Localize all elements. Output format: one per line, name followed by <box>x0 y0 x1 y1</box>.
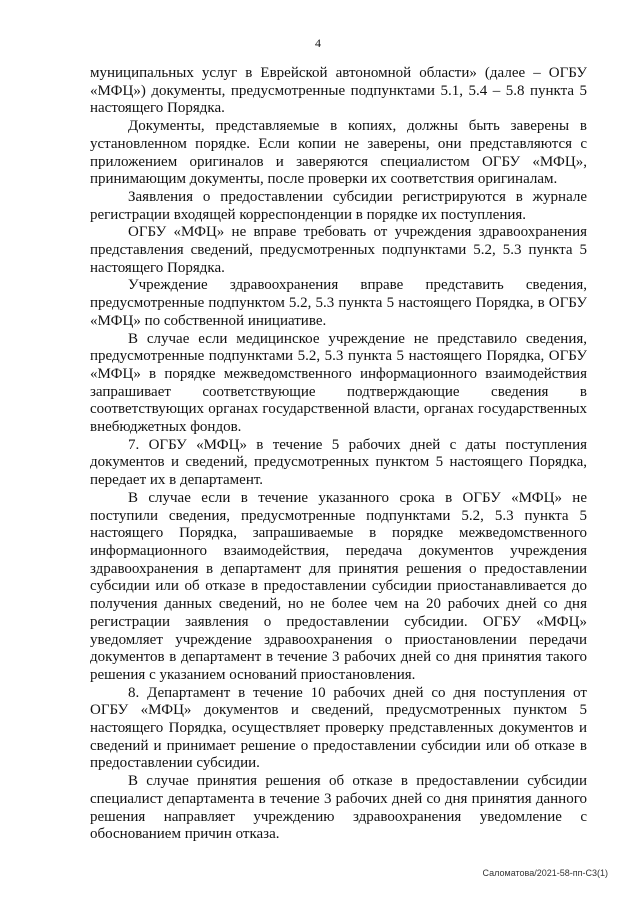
paragraph-refusal-notice: В случае принятия решения об отказе в предоставлении субсидии специалист департамента в течение 3 рабочих дней со дня принятия данного решения направляет учреждению здравоохранения уведомление с обоснованием причин отказа. <box>90 773 587 843</box>
footer-document-code: Саломатова/2021-58-пп-С3(1) <box>482 868 608 878</box>
paragraph-registration: Заявления о предоставлении субсидии регистрируются в журнале регистрации входящей корреспонденции в порядке их поступления. <box>90 188 587 223</box>
paragraph-item-7: 7. ОГБУ «МФЦ» в течение 5 рабочих дней с даты поступления документов и сведений, предусмотренных пунктом 5 настоящего Порядка, передает их в департамент. <box>90 436 587 489</box>
paragraph-mfc-not-entitled: ОГБУ «МФЦ» не вправе требовать от учреждения здравоохранения представления сведений, предусмотренных подпунктами 5.2, 5.3 пункта 5 настоящего Порядка. <box>90 224 587 276</box>
paragraph-suspension: В случае если в течение указанного срока в ОГБУ «МФЦ» не поступили сведения, предусмотренные подпунктами 5.2, 5.3 пункта 5 настоящего Порядка, запрашиваемые в порядке межведомственного информационного взаимодействия, передача документов учреждения здравоохранения в департамент для принятия решения о предоставлении субсидии или об отказе в предоставлении субсидии приостанавливается до получения данных сведений, но не более чем на 20 рабочих дней со дня регистрации заявления о предоставлении субсидии. ОГБУ «МФЦ» уведомляет учреждение здравоохранения о приостановлении передачи документов в департамент в течение 3 рабочих дней со дня принятия такого решения с указанием оснований приостановления. <box>90 489 587 683</box>
paragraph-copies: Документы, представляемые в копиях, должны быть заверены в установленном порядке. Если копии не заверены, они представляются с приложением оригиналов и заверяются специалистом ОГБУ «МФЦ», принимающим документы, после проверки их соответствия оригиналам. <box>90 118 587 188</box>
paragraph-continuation: муниципальных услуг в Еврейской автономной области» (далее – ОГБУ «МФЦ») документы, предусмотренные подпунктами 5.1, 5.4 – 5.8 пункта 5 настоящего Порядка. <box>90 65 587 117</box>
paragraph-interagency-request: В случае если медицинское учреждение не представило сведения, предусмотренные подпунктами 5.2, 5.3 пункта 5 настоящего Порядка, ОГБУ «МФЦ» в порядке межведомственного информационного взаимодействия запрашивает соответствующие подтверждающие сведения в соответствующих органах государственной власти, органах государственных внебюджетных фондов. <box>90 330 587 436</box>
document-body <box>90 65 587 844</box>
page-number: 4 <box>315 36 321 50</box>
paragraph-own-initiative: Учреждение здравоохранения вправе представить сведения, предусмотренные подпунктом 5.2, 5.3 пункта 5 настоящего Порядка, в ОГБУ «МФЦ» по собственной инициативе. <box>90 277 587 329</box>
paragraph-item-8: 8. Департамент в течение 10 рабочих дней со дня поступления от ОГБУ «МФЦ» документов и сведений, предусмотренных пунктом 5 настоящего Порядка, осуществляет проверку представленных документов и сведений и принимает решение о предоставлении субсидии или об отказе в предоставлении субсидии. <box>90 684 587 772</box>
